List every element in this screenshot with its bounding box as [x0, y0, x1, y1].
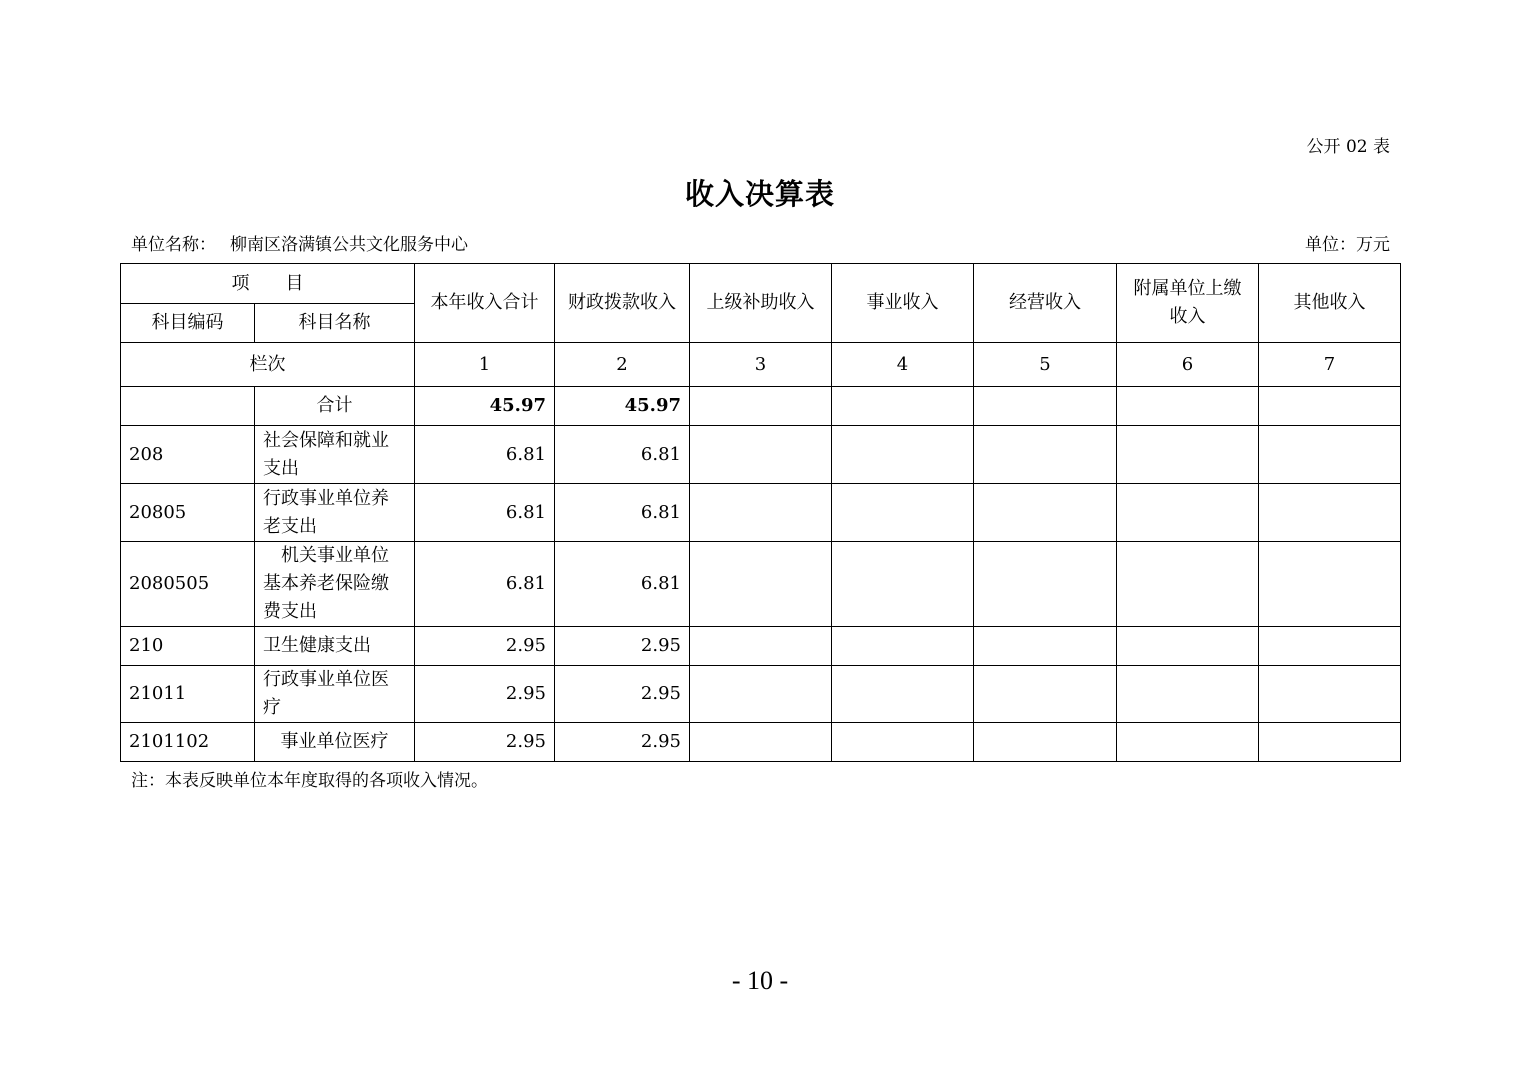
row-value-col1: 6.81 — [415, 484, 555, 542]
header-code: 科目编码 — [121, 304, 255, 343]
header-col-operating: 经营收入 — [974, 264, 1117, 343]
empty-cell — [690, 627, 832, 666]
row-code: 208 — [121, 426, 255, 484]
total-value-col1: 45.97 — [415, 387, 555, 426]
empty-cell — [1117, 426, 1259, 484]
column-index: 2 — [555, 343, 690, 387]
table-row — [121, 666, 1401, 723]
row-value-col1: 2.95 — [415, 666, 555, 723]
table-note: 注：本表反映单位本年度取得的各项收入情况。 — [131, 771, 488, 791]
row-value-col2: 6.81 — [555, 426, 690, 484]
empty-cell — [690, 723, 832, 762]
empty-cell — [832, 542, 974, 627]
empty-cell — [1259, 723, 1401, 762]
header-col-superior-subsidy: 上级补助收入 — [690, 264, 832, 343]
row-value-col1: 2.95 — [415, 723, 555, 762]
row-code: 2080505 — [121, 542, 255, 627]
page-title: 收入决算表 — [684, 177, 835, 211]
empty-cell — [974, 542, 1117, 627]
column-index: 7 — [1259, 343, 1401, 387]
total-row — [121, 387, 1401, 426]
empty-cell — [974, 627, 1117, 666]
empty-cell — [832, 387, 974, 426]
column-index: 5 — [974, 343, 1117, 387]
empty-cell — [690, 484, 832, 542]
column-index: 1 — [415, 343, 555, 387]
header-name: 科目名称 — [255, 304, 415, 343]
empty-cell — [832, 627, 974, 666]
total-label: 合计 — [255, 387, 415, 426]
row-value-col2: 6.81 — [555, 484, 690, 542]
empty-cell — [1259, 542, 1401, 627]
empty-cell — [690, 387, 832, 426]
empty-cell — [1117, 387, 1259, 426]
currency-unit: 单位：万元 — [1305, 235, 1390, 255]
row-name: 行政事业单位医疗 — [255, 666, 415, 723]
empty-cell — [690, 666, 832, 723]
table-row — [121, 627, 1401, 666]
row-name: 机关事业单位基本养老保险缴费支出 — [255, 542, 415, 627]
empty-cell — [1117, 627, 1259, 666]
row-value-col1: 6.81 — [415, 542, 555, 627]
empty-cell — [1259, 484, 1401, 542]
empty-cell — [1117, 542, 1259, 627]
column-index-row — [121, 343, 1401, 387]
row-value-col2: 2.95 — [555, 723, 690, 762]
total-code-cell — [121, 387, 255, 426]
empty-cell — [832, 426, 974, 484]
row-code: 21011 — [121, 666, 255, 723]
empty-cell — [1117, 723, 1259, 762]
empty-cell — [1259, 666, 1401, 723]
empty-cell — [690, 542, 832, 627]
header-col-total: 本年收入合计 — [415, 264, 555, 343]
table-row — [121, 426, 1401, 484]
table-row — [121, 723, 1401, 762]
row-value-col1: 2.95 — [415, 627, 555, 666]
header-project: 项 目 — [121, 264, 415, 304]
column-index: 4 — [832, 343, 974, 387]
row-value-col2: 6.81 — [555, 542, 690, 627]
header-col-fiscal: 财政拨款收入 — [555, 264, 690, 343]
page-number: - 10 - — [731, 966, 789, 995]
row-name: 事业单位医疗 — [255, 723, 415, 762]
header-col-affiliated-line2: 收入 — [1169, 306, 1206, 327]
table-row — [121, 542, 1401, 627]
empty-cell — [974, 666, 1117, 723]
empty-cell — [974, 484, 1117, 542]
empty-cell — [832, 666, 974, 723]
row-value-col2: 2.95 — [555, 627, 690, 666]
empty-cell — [1259, 426, 1401, 484]
row-code: 210 — [121, 627, 255, 666]
empty-cell — [690, 426, 832, 484]
unit-name-label: 单位名称： — [131, 235, 216, 255]
row-name: 社会保障和就业支出 — [255, 426, 415, 484]
header-row-1 — [121, 264, 1401, 304]
row-value-col1: 6.81 — [415, 426, 555, 484]
column-index-label: 栏次 — [121, 343, 415, 387]
row-name: 卫生健康支出 — [255, 627, 415, 666]
empty-cell — [1259, 627, 1401, 666]
empty-cell — [1117, 484, 1259, 542]
row-value-col2: 2.95 — [555, 666, 690, 723]
header-col-affiliated-line1: 附属单位上缴 — [1133, 278, 1242, 299]
empty-cell — [1259, 387, 1401, 426]
header-col-other: 其他收入 — [1259, 264, 1401, 343]
empty-cell — [832, 484, 974, 542]
header-col-business: 事业收入 — [832, 264, 974, 343]
empty-cell — [974, 387, 1117, 426]
header-col-affiliated — [1117, 264, 1259, 343]
empty-cell — [974, 426, 1117, 484]
row-name: 行政事业单位养老支出 — [255, 484, 415, 542]
row-code: 2101102 — [121, 723, 255, 762]
unit-name-block — [131, 230, 468, 255]
income-final-accounts-table — [120, 263, 1401, 762]
unit-name-value: 柳南区洛满镇公共文化服务中心 — [230, 235, 468, 255]
column-index: 6 — [1117, 343, 1259, 387]
empty-cell — [832, 723, 974, 762]
empty-cell — [1117, 666, 1259, 723]
table-row — [121, 484, 1401, 542]
column-index: 3 — [690, 343, 832, 387]
form-number: 公开 02 表 — [1306, 137, 1390, 157]
total-value-col2: 45.97 — [555, 387, 690, 426]
empty-cell — [974, 723, 1117, 762]
row-code: 20805 — [121, 484, 255, 542]
